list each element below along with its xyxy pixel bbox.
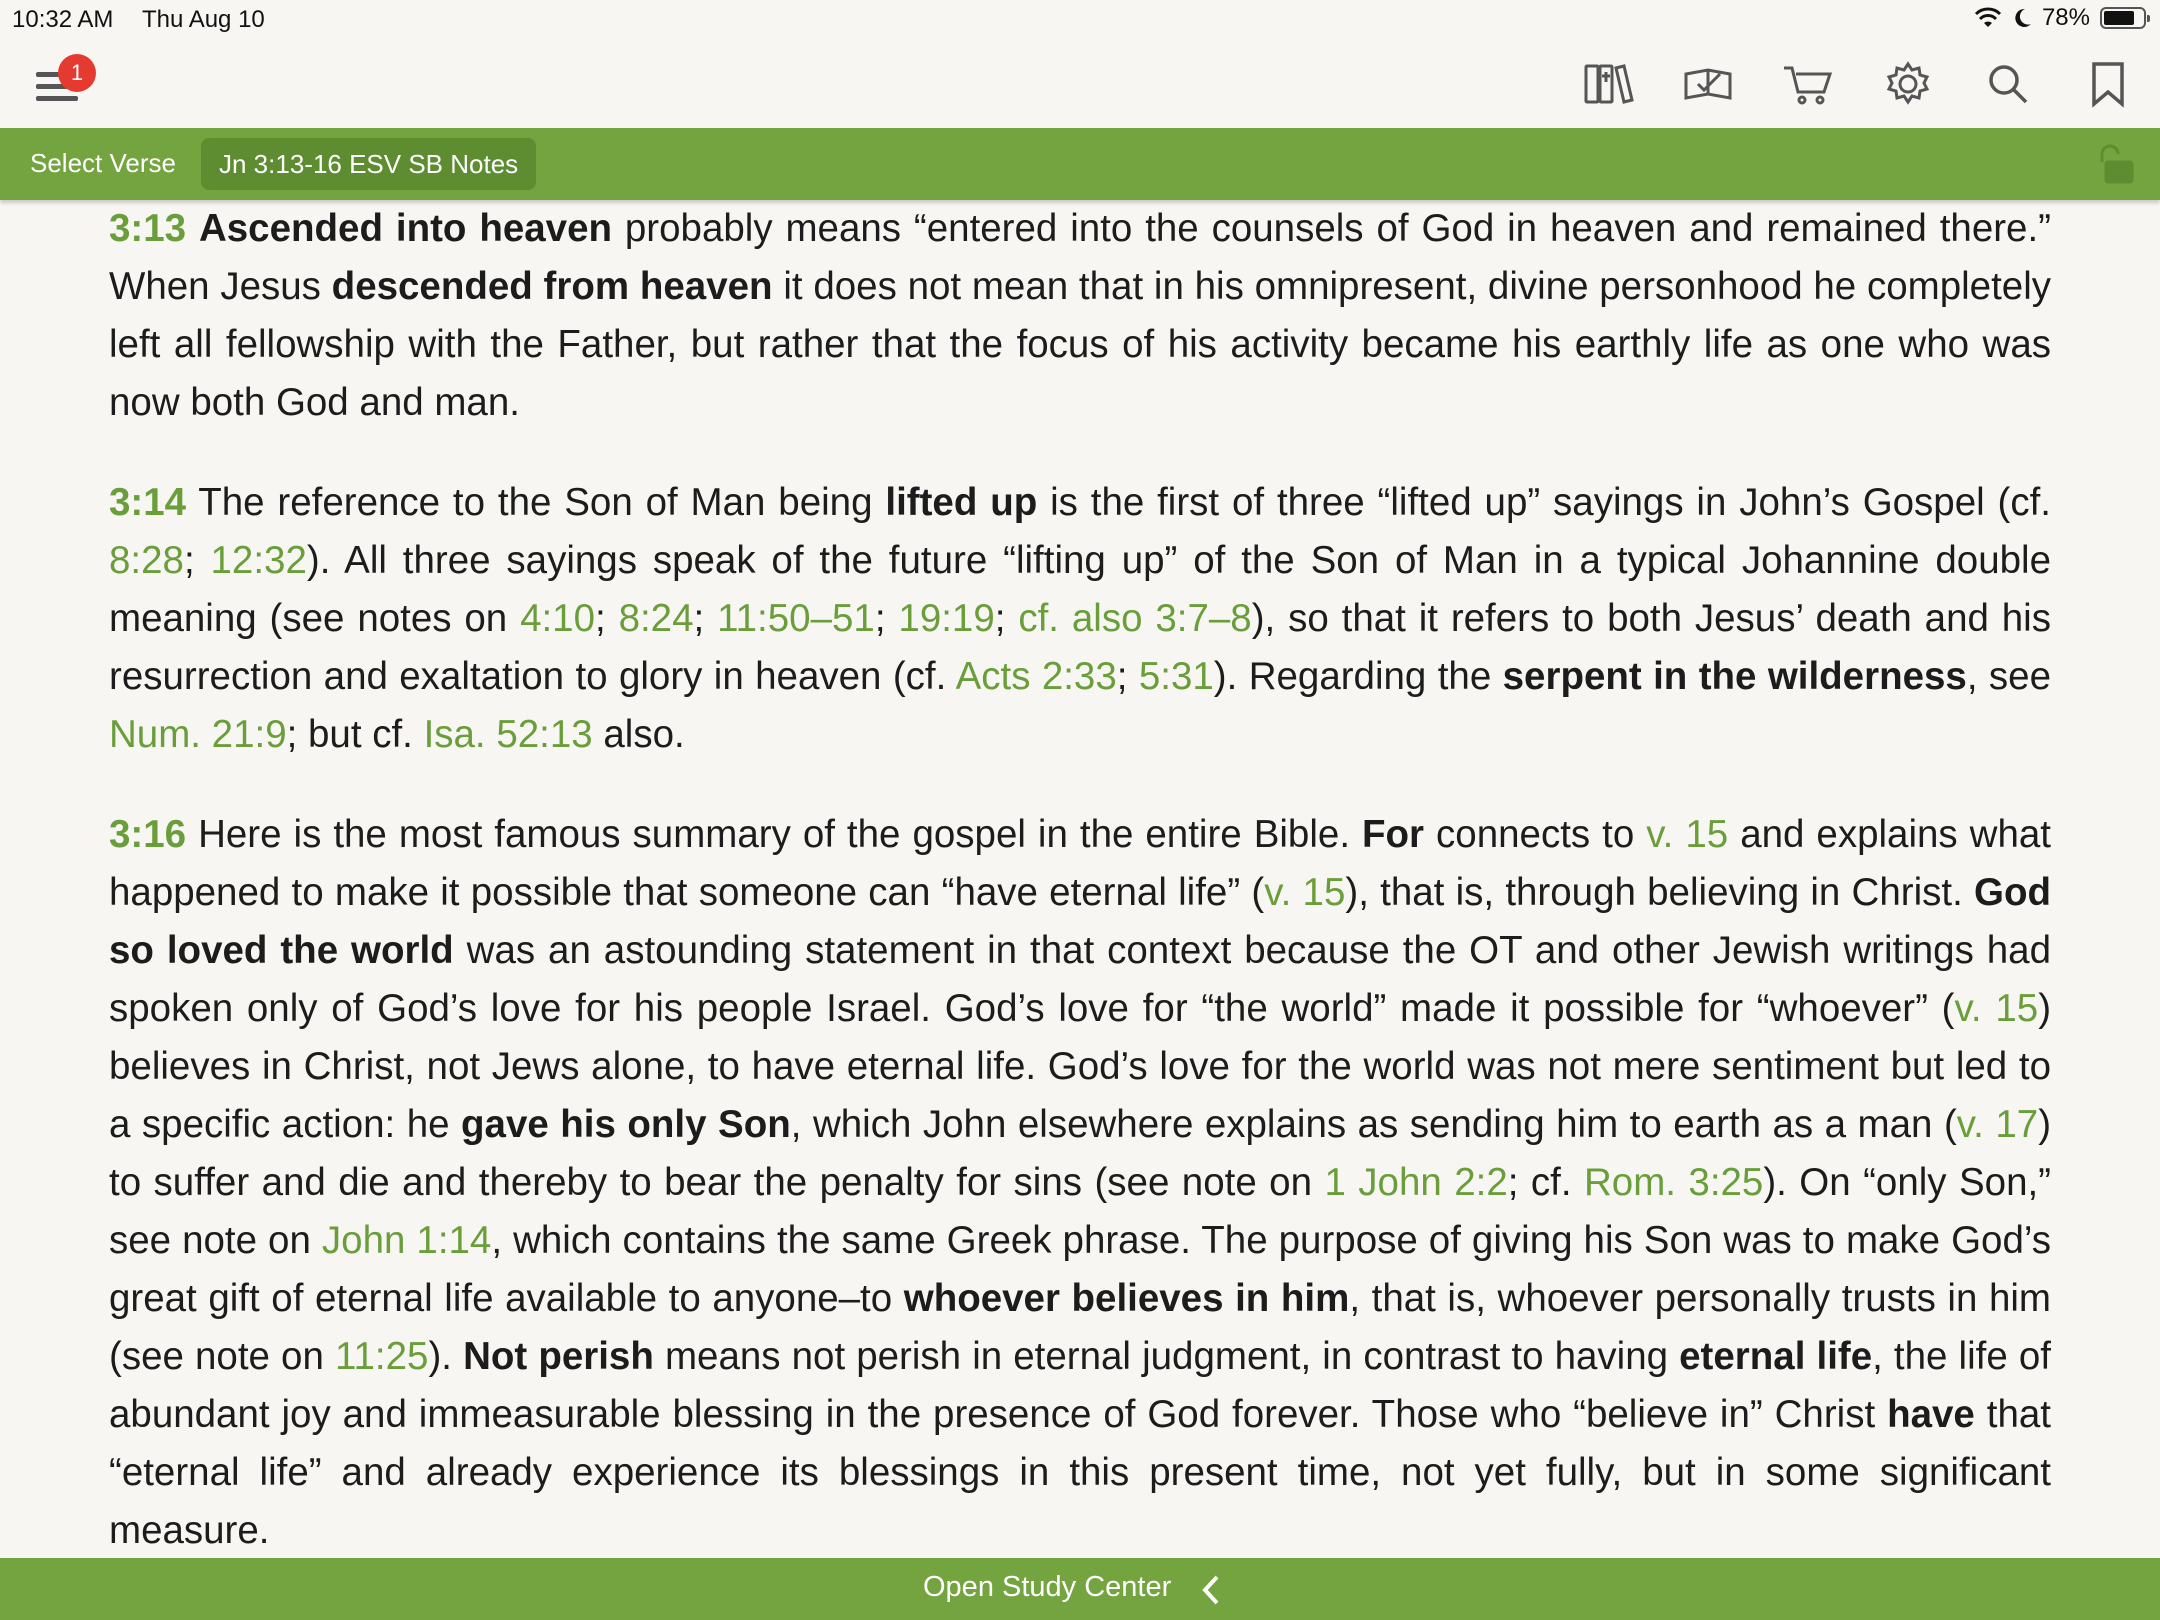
cross-reference-link[interactable]: Isa. 52:13 — [423, 713, 593, 756]
keyword: God so loved the world — [109, 871, 2051, 972]
note-text: ). Regarding the — [1213, 655, 1503, 698]
cross-reference-link[interactable]: Rom. 3:25 — [1583, 1161, 1764, 1204]
status-time: 10:32 AM — [12, 6, 114, 33]
note-text: it does not mean that in his omnipresent, divine personhood he completely left all fellowship with the Father, but rather that the focus of his activity became his earthly life as one who was now both God and man. — [109, 265, 2051, 424]
keyword: For — [1362, 813, 1425, 856]
note-text: probably means “entered into the counsels of God in heaven and remained there.” When Jesus — [109, 207, 2051, 308]
note-text: ) to suffer and die and thereby to bear the penalty for sins (see note on — [109, 1103, 2051, 1204]
cross-reference-link[interactable]: v. 15 — [1954, 987, 2039, 1030]
note-text: ; — [1116, 655, 1139, 698]
moon-icon — [2012, 7, 2032, 29]
note-text: , which contains the same Greek phrase. The purpose of giving his Son was to make God’s great gift of eternal life available to anyone–to — [109, 1219, 2051, 1320]
unlock-icon[interactable] — [2092, 140, 2142, 190]
cross-reference-link[interactable]: 1 John 2:2 — [1324, 1161, 1508, 1204]
note-text: ). — [428, 1335, 464, 1378]
note-text: ). On “only Son,” see note on — [109, 1161, 2051, 1262]
note-text: that “eternal life” and already experience its blessings in this present time, not yet fully, but in some significant measure. — [109, 1393, 2051, 1552]
note-text: ; — [994, 597, 1019, 640]
select-verse-button[interactable]: Select Verse — [30, 148, 176, 178]
note-text: ). All three sayings speak of the future “lifting up” of the Son of Man in a typical Johannine double meaning (see notes on — [109, 539, 2051, 640]
bookmark-icon[interactable] — [2080, 58, 2136, 110]
verse-number[interactable]: 3:14 — [109, 481, 187, 524]
keyword: serpent in the wilderness — [1502, 655, 1967, 698]
cross-reference-link[interactable]: v. 17 — [1956, 1103, 2039, 1146]
cross-reference-link[interactable]: Num. 21:9 — [109, 713, 287, 756]
note-text: , which John elsewhere explains as sending him to earth as a man ( — [790, 1103, 1957, 1146]
note-3-16 — [109, 806, 2051, 1558]
cross-reference-link[interactable]: v. 15 — [1646, 813, 1729, 856]
open-study-center-bar[interactable] — [0, 1558, 2160, 1620]
note-text: Here is the most famous summary of the gospel in the entire Bible. — [186, 813, 1363, 856]
note-text: ; — [183, 539, 211, 582]
menu-button[interactable] — [36, 62, 84, 110]
cross-reference-link[interactable]: cf. also 3:7–8 — [1018, 597, 1252, 640]
note-text: ), so that it refers to both Jesus’ death and his resurrection and exaltation to glory in heaven (cf. — [109, 597, 2051, 698]
keyword: lifted up — [885, 481, 1038, 524]
wifi-icon — [1974, 7, 2002, 29]
search-icon[interactable] — [1980, 58, 2036, 110]
library-icon[interactable] — [1580, 58, 1636, 110]
note-text: is the first of three “lifted up” sayings in John’s Gospel (cf. — [1037, 481, 2051, 524]
note-text: , the life of abundant joy and immeasurable blessing in the presence of God forever. Those who “believe in” Christ — [109, 1335, 2051, 1436]
note-text: ; but cf. — [286, 713, 424, 756]
verse-number[interactable]: 3:13 — [109, 207, 187, 250]
note-text: and explains what happened to make it possible that someone can “have eternal life” ( — [109, 813, 2051, 914]
battery-icon — [2100, 7, 2146, 29]
notification-badge: 1 — [58, 54, 96, 92]
cross-reference-link[interactable]: 5:31 — [1138, 655, 1214, 698]
chevron-left-icon — [1199, 1573, 1223, 1607]
battery-percent: 78% — [2041, 4, 2090, 31]
note-text: also. — [592, 713, 685, 756]
note-text: The reference to the Son of Man being — [186, 481, 886, 524]
keyword: descended from heaven — [331, 265, 773, 308]
top-toolbar — [0, 40, 2160, 128]
cross-reference-link[interactable]: v. 15 — [1264, 871, 1346, 914]
note-text: ) believes in Christ, not Jews alone, to have eternal life. God’s love for the world was not mere sentiment but led to a specific action: he — [109, 987, 2051, 1146]
cross-reference-link[interactable]: 19:19 — [898, 597, 995, 640]
cross-reference-link[interactable]: 11:50–51 — [717, 597, 875, 640]
cross-reference-link[interactable]: 8:28 — [109, 539, 184, 582]
note-text: connects to — [1424, 813, 1647, 856]
cross-reference-link[interactable]: Acts 2:33 — [955, 655, 1117, 698]
keyword: eternal life — [1679, 1335, 1873, 1378]
keyword: Ascended into heaven — [198, 207, 612, 250]
settings-gear-icon[interactable] — [1880, 58, 1936, 110]
note-3-14 — [109, 474, 2051, 764]
reading-plan-icon[interactable] — [1680, 58, 1736, 110]
note-text: , see — [1966, 655, 2051, 698]
note-3-13 — [109, 200, 2051, 432]
reference-bar — [0, 128, 2160, 200]
note-text: ), that is, through believing in Christ. — [1345, 871, 1975, 914]
note-text: , that is, whoever personally trusts in him (see note on — [109, 1277, 2051, 1378]
cross-reference-link[interactable]: 11:25 — [334, 1335, 429, 1378]
keyword: Not perish — [463, 1335, 654, 1378]
cross-reference-link[interactable]: 8:24 — [618, 597, 694, 640]
note-text: ; — [693, 597, 718, 640]
note-text: ; — [874, 597, 899, 640]
verse-number[interactable]: 3:16 — [109, 813, 187, 856]
reference-tab[interactable]: Jn 3:13-16 ESV SB Notes — [201, 138, 536, 190]
keyword: have — [1887, 1393, 1975, 1436]
cross-reference-link[interactable]: 4:10 — [520, 597, 595, 640]
open-study-center-label: Open Study Center — [923, 1571, 1172, 1603]
cross-reference-link[interactable]: John 1:14 — [321, 1219, 492, 1262]
note-text: means not perish in eternal judgment, in contrast to having — [653, 1335, 1680, 1378]
note-text: ; cf. — [1507, 1161, 1584, 1204]
note-text: was an astounding statement in that context because the OT and other Jewish writings had spoken only of God’s love for his people Israel. God’s love for “the world” made it possible for “whoever” ( — [109, 929, 2051, 1030]
keyword: gave his only Son — [461, 1103, 791, 1146]
study-notes — [109, 200, 2051, 1558]
cross-reference-link[interactable]: 12:32 — [210, 539, 307, 582]
store-cart-icon[interactable] — [1780, 58, 1836, 110]
note-text: ; — [595, 597, 619, 640]
status-date: Thu Aug 10 — [142, 6, 265, 33]
status-right — [1974, 4, 2146, 32]
keyword: whoever believes in him — [903, 1277, 1350, 1320]
status-bar — [0, 0, 2160, 40]
